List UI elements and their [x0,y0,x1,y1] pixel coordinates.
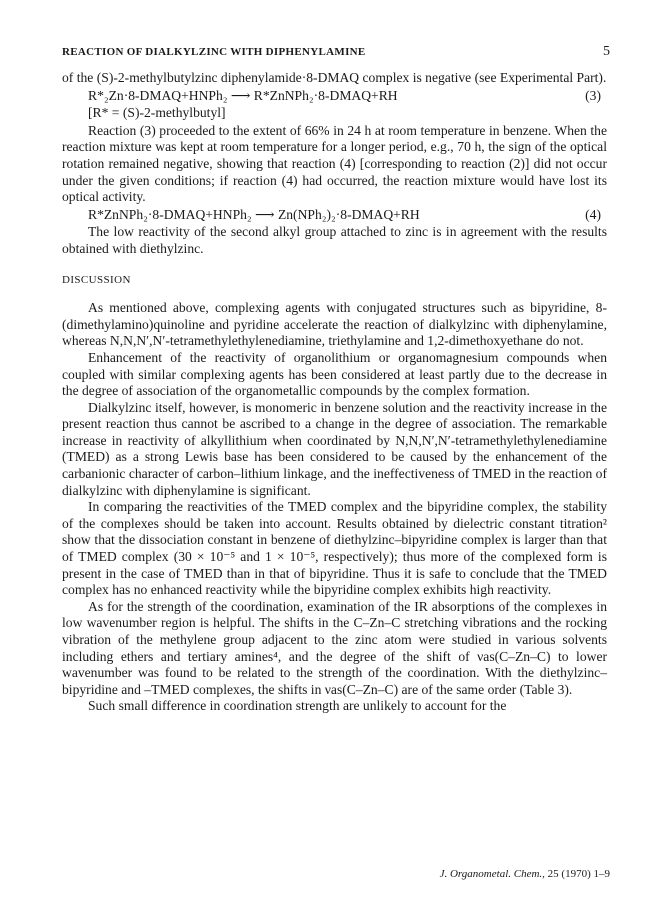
paragraph-coordination-strength: As for the strength of the coordination, examination of the IR absorptions of the complexes in low wavenumber region is helpful. The shifts in the C–Zn–C stretching vibrations and the rocking vibration of the methylene group adjacent to the zinc atom were studied in various solvents including ethers and tertiary amines⁴, and the degree of the shift of νas(C–Zn–C) to lower wavenumber was found to be related to the strength of the coordination. With the diethylzinc–bipyridine and –TMED complexes, the shifts in νas(C–Zn–C) are of the same order (Table 3). [62,598,607,697]
equation-4 [62,207,607,224]
journal-volume: 25 (1970) 1–9 [547,868,610,880]
page-number: 5 [603,44,610,59]
equation-4-number: (4) [585,206,601,222]
equation-3-text: R*₂Zn·8-DMAQ+HNPh₂ ⟶ R*ZnNPh₂·8-DMAQ+RH [88,87,398,103]
equation-3-number: (3) [585,87,601,103]
journal-name: J. Organometal. Chem., [439,868,545,880]
paragraph-low-reactivity: The low reactivity of the second alkyl group attached to zinc is in agreement with the results obtained with diethylzinc. [62,224,607,256]
paragraph-continuation: of the (S)-2-methylbutylzinc diphenylamide·8-DMAQ complex is negative (see Experimental Part). [62,70,607,85]
paragraph-complexing-agents: As mentioned above, complexing agents with conjugated structures such as bipyridine, 8-(dimethylamino)quinoline and pyridine accelerate the reaction of dialkylzinc with diphenylamine, whereas N,N,N′,N′-tetramethylethylenediamine, triethylamine and 1,2-dimethoxyethane do not. [62,300,607,349]
running-head: REACTION OF DIALKYLZINC WITH DIPHENYLAMINE [62,46,366,58]
journal-citation [440,868,610,880]
paragraph-reaction-3: Reaction (3) proceeded to the extent of 66% in 24 h at room temperature in benzene. When the reaction mixture was kept at room temperature for a longer period, e.g., 70 h, the sign of the optical rotation remained negative, showing that reaction (4) [corresponding to reaction (2)] did not occur under the given conditions; if reaction (4) had occurred, the reaction mixture would have lost its optical activity. [62,122,607,205]
article-body [62,70,607,715]
paragraph-monomeric: Dialkylzinc itself, however, is monomeric in benzene solution and the reactivity increase in the present reaction thus cannot be ascribed to a change in the degree of association. The remarkable increase in reactivity of alkyllithium when coordinated by N,N,N′,N′-tetramethylethylenediamine (TMED) as a strong Lewis base has been considered to be caused by the enhancement of the carbanionic character of carbon–lithium linkage, and the ineffectiveness of TMED in the reaction of dialkylzinc with diphenylamine is significant. [62,399,607,498]
equation-4-text: R*ZnNPh₂·8-DMAQ+HNPh₂ ⟶ Zn(NPh₂)₂·8-DMAQ+RH [88,206,420,222]
page-header [62,44,610,60]
paragraph-comparison: In comparing the reactivities of the TMED complex and the bipyridine complex, the stability of the complexes should be taken into account. Results obtained by dielectric constant titration² show that the dissociation constant in benzene of diethylzinc–bipyridine complex is larger than that of TMED complex (30 × 10⁻⁵ and 1 × 10⁻⁵, respectively); thus more of the complexed form is present in the case of TMED than in that of bipyridine. Thus it is safe to conclude that the TMED complex has no enhanced reactivity while the bipyridine complex exhibits high reactivity. [62,499,607,598]
equation-3-definition: [R* = (S)-2-methylbutyl] [88,105,226,121]
paragraph-final: Such small difference in coordination strength are unlikely to account for the [88,698,507,714]
section-heading: DISCUSSION [62,273,131,286]
paragraph-enhancement: Enhancement of the reactivity of organolithium or organomagnesium compounds when coupled with similar complexing agents has been considered at least partly due to the decrease in the degree of association of the organometallic compounds by the complex formation. [62,349,607,399]
equation-3 [62,88,607,105]
